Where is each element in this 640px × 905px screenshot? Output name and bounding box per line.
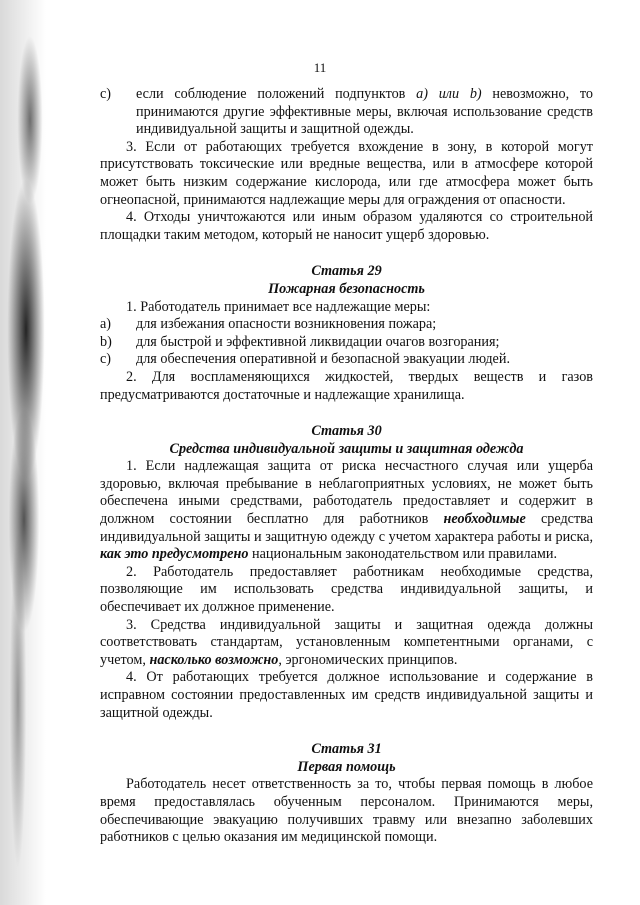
list-marker: b) xyxy=(100,333,112,350)
article-31-title: Первая помощь xyxy=(297,758,396,775)
list-item xyxy=(100,334,593,352)
paragraph-3: 3. Если от работающих требуется вхождение в зону, в которой могут присутствовать токсические или вредные вещества, или в атмосфере которой может быть низким содержание кислорода, или где атмосфера может быть огнеопасной, принимаются надлежащие меры для ограждения от опасности. xyxy=(100,138,593,208)
article-30-heading: Статья 30 xyxy=(311,423,382,440)
list-text: для избежания опасности возникновения пожара; xyxy=(136,316,437,333)
article-30-title: Средства индивидуальной защиты и защитная одежда xyxy=(169,440,524,457)
article-31-paragraph-1: Работодатель несет ответственность за то, чтобы первая помощь в любое время предоставлялась обученным персоналом. Принимаются меры, обеспечивающие эвакуацию получивших травму или внезапно заболевших работников с целью оказания им медицинской помощи. xyxy=(100,776,593,846)
emphasis: насколько возможно xyxy=(149,651,279,668)
page-number: 11 xyxy=(313,60,327,75)
list-item xyxy=(100,351,593,369)
article-29-paragraph-1: 1. Работодатель принимает все надлежащие меры: xyxy=(126,298,431,315)
article-29-paragraph-2: 2. Для воспламеняющихся жидкостей, твердых веществ и газов предусматриваются достаточные и надлежащие хранилища. xyxy=(100,368,593,403)
list-text: для обеспечения оперативной и безопасной эвакуации людей. xyxy=(136,351,510,368)
scan-shadow xyxy=(0,0,46,905)
emphasis: как это предусмотрено xyxy=(100,546,249,563)
list-marker: c) xyxy=(100,86,112,102)
list-marker: a) xyxy=(100,316,112,333)
list-item-c xyxy=(100,86,593,139)
article-30-paragraph-2: 2. Работодатель предоставляет работникам необходимые средства, позволяющие им использовать средства индивидуальной защиты, и обеспечивает их должное применение. xyxy=(100,563,593,616)
article-30-paragraph-4: 4. От работающих требуется должное использование и содержание в исправном состоянии предоставленных им средств индивидуальной защиты и защитной одежды. xyxy=(100,669,593,721)
paragraph-4: 4. Отходы уничтожаются или иным образом удаляются со строительной площадки таким методом, который не наносит ущерб здоровью. xyxy=(100,209,593,243)
list-text: для быстрой и эффективной ликвидации очагов возгорания; xyxy=(136,333,500,350)
list-item xyxy=(100,316,593,334)
list-text: если соблюдение положений подпунктов a) или b) невозможно, то принимаются другие эффективные меры, включая использование средств индивидуальной защиты и защитной одежды. xyxy=(136,86,593,138)
article-29-heading: Статья 29 xyxy=(311,263,382,280)
article-29-title: Пожарная безопасность xyxy=(268,280,425,297)
article-31-heading: Статья 31 xyxy=(311,741,382,758)
article-30-paragraph-1: 1. Если надлежащая защита от риска несчастного случая или ущерба здоровью, включая пребывание в неблагоприятных условиях, не может быть обеспечена иными средствами, работодатель предоставляет и содержит в должном состоянии бесплатно для работников необходимые средства индивидуальной защиты и защитную одежду с учетом характера работы и риска, как это предусмотрено национальным законодательством или правилами. xyxy=(100,458,593,563)
emphasis: необходимые xyxy=(443,511,526,528)
article-30-paragraph-3: 3. Средства индивидуальной защиты и защитная одежда должны соответствовать стандартам, установленным компетентными органами, с учетом, насколько возможно, эргономических принципов. xyxy=(100,616,593,668)
subclause-ref: a) или b) xyxy=(416,86,482,102)
document-body xyxy=(100,86,593,847)
list-marker: c) xyxy=(100,351,112,368)
